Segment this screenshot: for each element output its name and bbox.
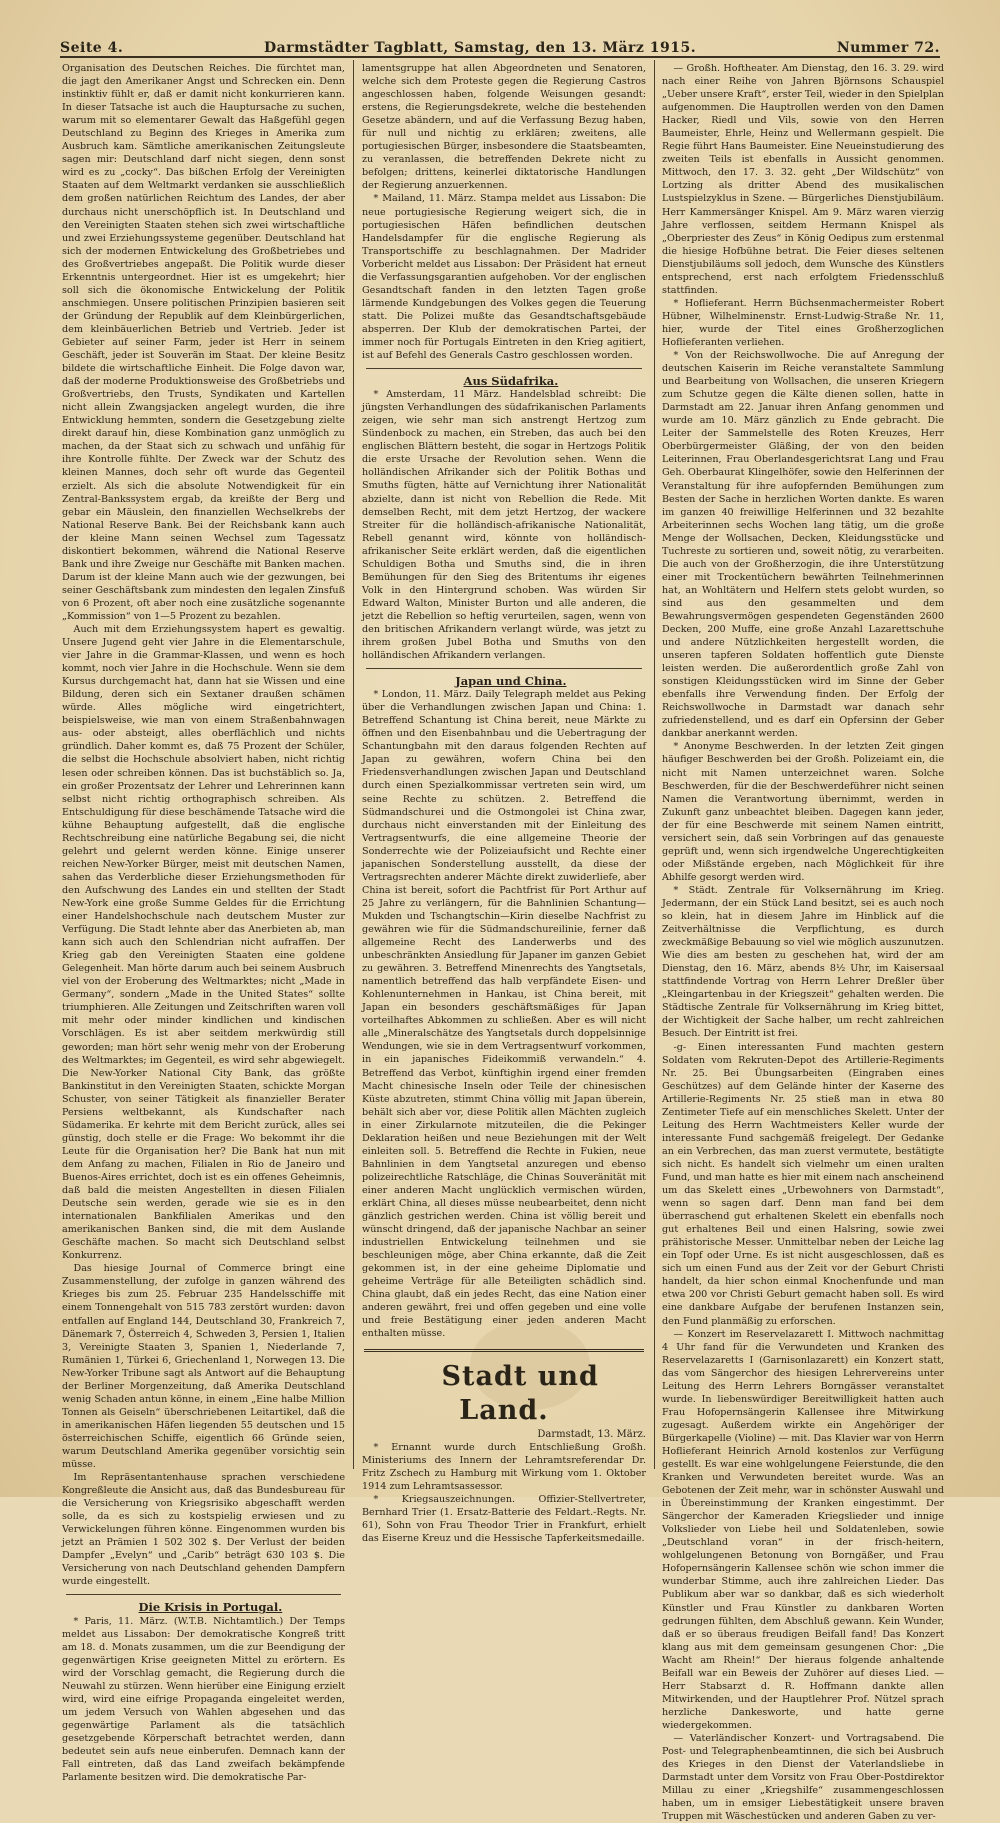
article-text: * Städt. Zentrale für Volksernährung im Krieg. Jedermann, der ein Stück Land besitzt, sei es auch noch so klein, hat in diesem Jahre im Hinblick auf die Zeitverhältnisse die Verpflichtung, es durch zweckmäßige Bebauung so viel wie möglich auszunutzen. Wie dies am besten zu geschehen hat, wird der am Dienstag, den 16. März, abends 8½ Uhr, im Kaisersaal stattfindende Vortrag von Herrn Lehrer Dreßler über „Kleingartenbau in der Kriegszeit“ gehalten werden. Die Städtische Zentrale für Volksernährung im Krieg bittet, der Wichtigkeit der Sache halber, um recht zahlreichen Besuch. Der Eintritt ist frei. bbox=[662, 884, 944, 1040]
article-text: — Großh. Hoftheater. Am Dienstag, den 16. 3. 29. wird nach einer Reihe von Jahren Björnsons Schauspiel „Ueber unsere Kraft“, erster Teil, wieder in den Spielplan aufgenommen. Die Hauptrollen werden von den Damen Hacker, Riedl und Vils, sowie von den Herren Baumeister, Ehrle, Heinz und Wellermann gespielt. Die Regie führt Hans Baumeister. Eine Neueinstudierung des zweiten Teils ist ebenfalls in Aussicht genommen. Mittwoch, den 17. 3. 32. geht „Der Wildschütz“ von Lortzing als dritter Abend des musikalischen Lustspielzyklus in Szene. — Bürgerliches Dienstjubiläum. Herr Kammersänger Knispel. Am 9. März waren vierzig Jahre verflossen, seitdem Hermann Knispel als „Oberpriester des Zeus“ in König Oedipus zum erstenmal die hiesige Hofbühne betrat. Die Feier dieses seltenen Dienstjubiläums soll jedoch, dem Wunsche des Künstlers entsprechend, erst nach erfolgtem Friedensschluß stattfinden. bbox=[662, 63, 944, 296]
article-text: Organisation des Deutschen Reiches. Die fürchtet man, die jagt den Amerikaner Angst und Schrecken ein. Denn instinktiv fühlt er, daß er damit nicht konkurrieren kann. In dieser Tatsache ist auch die Hauptursache zu suchen, warum mit so elementarer Gewalt das Haßgefühl gegen Deutschland zu Beginn des Krieges in Amerika zum Ausbruch kam. Sämtliche amerikanischen Zeitungsleute sagen mir: Deutschland darf nicht siegen, denn sonst wird es zu „cocky“. Das bißchen Erfolg der Vereinigten Staaten auf dem Weltmarkt verdanken sie ausschließlich dem großen natürlichen Reichtum des Landes, der aber durchaus nicht unerschöpflich ist. In Deutschland und den Vereinigten Staaten stehen sich zwei wirtschaftliche und zwei Erziehungssysteme gegenüber. Deutschland hat sich der modernen Entwickelung des Großbetriebes und des Großvertriebes angepaßt. Die Politik wurde dieser Erkenntnis untergeordnet. Hier ist es umgekehrt; hier soll sich die ökonomische Entwickelung der Politik anschmiegen. Unsere politischen Prinzipien basieren seit der Gründung der Republik auf dem Kleinbürgerlichen, dem kleinbäuerlichen Betrieb und Vertrieb. Jeder ist Gebieter auf seiner Farm, jeder ist Herr in seinem Geschäft, jeder ist Souverän im Staat. Der kleine Besitz bildete die wirtschaftliche Einheit. Die Folge davon war, daß der moderne Produktionsweise des Großbetriebs und Großvertriebs, den Trusts, Syndikaten und Kartellen nicht allein Zwangsjacken angelegt wurden, die ihre Entwicklung hemmten, sondern die Gesetzgebung zielte direkt darauf hin, diese Kombination ganz unmöglich zu machen, da der Staat sich zu schwach und unfähig für ihre Kontrolle fühlte. Der Zweck war der Schutz des kleinen Mannes, doch sehr oft wurde das Gegenteil erzielt. Als sich die absolute Notwendigkeit für ein Zentral-Bankssystem ergab, da kreißte der Berg und gebar ein Mäuslein, den finanziellen Wechselkrebs der National Reserve Bank. Bei der Reichsbank kann auch der kleine Mann seinen Wechsel zum Tagessatz diskontiert bekommen, während die National Reserve Bank und ihre Zweige nur Geschäfte mit Banken machen. Darum ist der kleine Mann auch wie der gezwungen, bei seiner Geschäftsbank zum mindesten den legalen Zinsfuß von 6 Prozent, oft aber noch eine zusätzliche sogenannte „Kommission“ von 1—5 Prozent zu bezahlen. bbox=[62, 63, 345, 622]
section-divider bbox=[66, 1594, 341, 1595]
column-2 bbox=[362, 62, 646, 1544]
section-heading: Die Krisis in Portugal. bbox=[138, 1600, 283, 1615]
page-header bbox=[60, 30, 940, 58]
section-divider bbox=[366, 368, 642, 369]
article-text: * Von der Reichswollwoche. Die auf Anregung der deutschen Kaiserin im Reiche veranstaltete Sammlung und Bearbeitung von Wollsachen, die unseren Kriegern zum Schutze gegen die Kälte dienen sollen, hatte in Darmstadt am 22. Januar ihren Anfang genommen und wurde am 10. März gänzlich zu Ende gebracht. Die Leiter der Sammelstelle des Roten Kreuzes, Herr Oberbürgermeister Gläßing, der von den beiden Leiterinnen, Frau Oberlandesgerichtsrat Lang und Frau Geh. Oberbaurat Klingelhöfer, sowie den Helferinnen der Veranstaltung für ihre aufopfernden Bemühungen zum Besten der Sache in herzlichen Worten dankte. Es waren im ganzen 40 freiwillige Helferinnen und 32 bezahlte Arbeiterinnen sechs Wochen lang tätig, um die große Menge der Wollsachen, Decken, Kleidungsstücke und Tuchreste zu sortieren und, soweit nötig, zu verarbeiten. Die auch von der Großherzogin, die ihre Unterstützung einer mit Trockentüchern bewährten Teilnehmerinnen hat, an Wohltätern und Helfern stets gelobt wurden, so sind aus den gesammelten und dem Bewahrungsvermögen gespendeten Gegenständen 2600 Decken, 200 Muffe, eine große Anzahl Lazarettschuhe und andere Nützlichkeiten hergestellt worden, die unseren tapferen Soldaten hoffentlich gute Dienste leisten werden. Die außerordentlich große Zahl von sonstigen Kleidungsstücken wird im Sinne der Geber ebenfalls ihre Verwendung finden. Der Erfolg der Reichswollwoche in Darmstadt war danach sehr zufriedenstellend, und es darf ein Opfersinn der Geber dankbar anerkannt werden. bbox=[662, 350, 944, 740]
section-divider bbox=[366, 668, 642, 669]
article-text: Auch mit dem Erziehungssystem hapert es gewaltig. Unsere Jugend geht vier Jahre in die Elementarschule, vier Jahre in die Grammar-Klassen, und wenn es hoch kommt, noch vier Jahre in die Hochschule. Wenn sie dem Kursus durchgemacht hat, dann hat sie Wissen und eine Bildung, deren sich ein Sextaner draußen schämen würde. Alles mögliche wird eingetrichtert, beispielsweise, wie man von einem Straßenbahnwagen aus- oder absteigt, alles oberflächlich und nichts gründlich. Daher kommt es, daß 75 Prozent der Schüler, die selbst die Hochschule absolviert haben, nicht richtig lesen oder schreiben können. Das ist buchstäblich so. Ja, ein großer Prozentsatz der Lehrer und Lehrerinnen kann selbst nicht richtig orthographisch schreiben. Als Entschuldigung für diese beschämende Tatsache wird die kühne Behauptung aufgestellt, daß die englische Rechtschreibung eine natürliche Begabung sei, die nicht gelehrt und gelernt werden könne. Einige unserer reichen New-Yorker Bürger, meist mit deutschen Namen, sahen das Verderbliche dieser Erziehungsmethoden für den Aufschwung des Landes ein und stellten der Stadt New-York eine große Summe Geldes für die Errichtung einer Handelshochschule nach deutschem Muster zur Verfügung. Die Stadt lehnte aber das Anerbieten ab, man kann sich auch den Schlendrian nicht aufraffen. Der Krieg gab den Vereinigten Staaten eine goldene Gelegenheit. Man hörte darum auch bei seinem Ausbruch viel von der Eroberung des Weltmarktes; nicht „Made in Germany“, sondern „Made in the United States“ sollte triumphieren. Alle Zeitungen und Zeitschriften waren voll mit mehr oder minder kindlichen und kindischen Vorschlägen. Es ist aber seitdem merkwürdig still geworden; man hört sehr wenig mehr von der Eroberung des Weltmarktes; im Gegenteil, es wird sehr abgewiegelt. Die New-Yorker National City Bank, das größte Bankinstitut in den Vereinigten Staaten, schickte Morgan Schuster, von seiner Tätigkeit als finanzieller Berater Persiens weltbekannt, als Kundschafter nach Südamerika. Er kehrte mit dem Bericht zurück, alles sei günstig, doch stelle er die Frage: Wo bekommt ihr die Leute für die Organisation her? Die Bank hat nun mit dem Anfang zu machen, Filialen in Rio de Janeiro und Buenos-Aires errichtet, doch ist es ein offenes Geheimnis, daß bald die meisten Angestellten in diesen Filialen Deutsche sein werden, gerade wie sie es in den internationalen Bankfilialen Amerikas und den amerikanischen Banken sind, die mit dem Auslande Geschäfte machen. So macht sich Deutschland selbst Konkurrenz. bbox=[62, 624, 345, 1262]
article-text: * Kriegsauszeichnungen. Offizier-Stellvertreter, Bernhard Trier (1. Ersatz-Batterie des Feldart.-Regts. Nr. 61), Sohn von Frau Theodor Trier in Frankfurt, erhielt das Eiserne Kreuz und die Hessische Tapferkeitsmedaille. bbox=[362, 1493, 646, 1544]
section-heading: Aus Südafrika. bbox=[463, 374, 559, 389]
column-rule bbox=[353, 60, 354, 1469]
article-text: * Mailand, 11. März. Stampa meldet aus Lissabon: Die neue portugiesische Regierung weigert sich, die in portugiesischen Häfen befindlichen deutschen Handelsdampfer für die englische Regierung als Transportschiffe zu beschlagnahmen. Der Madrider Vorbericht meldet aus Lissabon: Der Präsident hat erneut die Verfassungsgarantien aufgehoben. Vor der englischen Gesandtschaft fanden in den letzten Tagen große lärmende Kundgebungen des Volkes gegen die Teuerung statt. Die Polizei mußte das Gesandtschaftsgebäude absperren. Der Klub der demokratischen Partei, der immer noch für Portugals Eintreten in den Krieg agitiert, ist auf Befehl des Generals Castro geschlossen worden. bbox=[362, 193, 646, 362]
article-text: lamentsgruppe hat allen Abgeordneten und Senatoren, welche sich dem Proteste gegen die Regierung Castros angeschlossen haben, folgende Weisungen gesandt: erstens, die Regierungsdekrete, welche die bestehenden Gesetze abändern, und auf die Verfassung Bezug haben, für null und nichtig zu erklären; zweitens, alle portugiesischen Bürger, insbesondere die Staatsbeamten, zu veranlassen, die betreffenden Dekrete nicht zu befolgen; drittens, keinerlei diktatorische Handlungen der Regierung anzuerkennen. bbox=[362, 63, 646, 192]
article-text: Das hiesige Journal of Commerce bringt eine Zusammenstellung, der zufolge in ganzen während des Krieges bis zum 25. Februar 235 Handelsschiffe mit einem Tonnengehalt von 515 783 zerstört wurden: davon entfallen auf England 144, Deutschland 30, Frankreich 7, Dänemark 7, Österreich 4, Schweden 3, Persien 1, Italien 3, Vereinigte Staaten 3, Spanien 1, Niederlande 7, Rumänien 1, Türkei 6, Griechenland 1, Norwegen 13. Die New-Yorker Tribune sagt als Antwort auf die Behauptung der Berliner Morgenzeitung, daß Amerika Deutschland wenig Schaden antun könne, in einem „Eine halbe Million Tonnen als Geiseln“ überschriebenen Leitartikel, daß die in amerikanischen Häfen liegenden 55 deutschen und 15 österreichischen Schiffe, eigentlich 66 Gründe seien, warum Deutschland Amerika gegenüber vorsichtig sein müsse. bbox=[62, 1263, 345, 1471]
article-text: — Vaterländischer Konzert- und Vortragsabend. Die Post- und Telegraphenbeamtinnen, die sich bei Ausbruch des Krieges in den Dienst der Vaterlandsliebe in Darmstadt unter dem Vorsitz von Frau Ober-Postdirektor Millau zu einer „Kriegshilfe“ zusammengeschlossen haben, um in emsiger Liebestätigkeit unsere braven Truppen mit Wäschestücken und anderen Gaben zu ver- bbox=[662, 1733, 944, 1823]
page-number: Seite 4. bbox=[60, 40, 124, 56]
section-divider bbox=[364, 1349, 644, 1352]
column-rule bbox=[654, 60, 655, 1469]
issue-number: Nummer 72. bbox=[836, 40, 940, 56]
masthead: Darmstädter Tagblatt, Samstag, den 13. März 1915. bbox=[264, 40, 697, 56]
article-text: * Anonyme Beschwerden. In der letzten Zeit gingen häufiger Beschwerden bei der Großh. Polizeiamt ein, die nicht mit Namen unterzeichnet waren. Solche Beschwerden, für die der Beschwerdeführer nicht seinen Namen die Verantwortung übernimmt, werden in Zukunft ganz unbeachtet bleiben. Dagegen kann jeder, der für eine Beschwerde mit seinem Namen eintritt, versichert sein, daß sein Vorbringen auf das genaueste geprüft und, wenn sich irgendwelche Ungerechtigkeiten oder Mißstände ergeben, nach Möglichkeit für ihre Abhilfe gesorgt werden wird. bbox=[662, 741, 944, 883]
article-text: * Paris, 11. März. (W.T.B. Nichtamtlich.) Der Temps meldet aus Lissabon: Der demokratische Kongreß tritt am 18. d. Monats zusammen, um die zur Beendigung der gegenwärtigen Krise geeigneten Mittel zu erörtern. Es wird der Vorschlag gemacht, die Regierung durch die Neuwahl zu stürzen. Wenn hierüber eine Einigung erzielt wird, wird eine eifrige Propaganda eingeleitet werden, um jedem Versuch von Wahlen abgesehen und das gegenwärtige Parlament als die tatsächlich gesetzgebende Körperschaft betrachtet werden, dann bedeutet sein aufs neue einberufen. Demnach kann der Fall eintreten, daß das Land zweifach bekämpfende Parlamente besitzen wird. Die demokratische Par- bbox=[62, 1615, 345, 1784]
column-1 bbox=[62, 62, 345, 1784]
article-text: * London, 11. März. Daily Telegraph meldet aus Peking über die Verhandlungen zwischen Japan und China: 1. Betreffend Schantung ist China bereit, neue Märkte zu öffnen und den Eisenbahnbau und die Uebertragung der Schantungbahn mit den daraus folgenden Rechten auf Japan zu gewähren, wofern China bei den Friedensverhandlungen zwischen Japan und Deutschland durch einen Spezialkommissar vertreten sein wird, um seine Rechte zu schützen. 2. Betreffend die Südmandschurei und die Ostmongolei ist China zwar, durchaus nicht einverstanden mit der Einleitung des Vertragsentwurfs, die eine allgemeine Theorie der Sonderrechte wie der Polizeiaufsicht und Rechte einer japanischen Sonderstellung ausstellt, da diese der Vertragsrechten anderer Mächte direkt zuwiderliefe, aber China ist bereit, sofort die Pachtfrist für Port Arthur auf 25 Jahre zu verlängern, für die Bahnlinien Schantung—Mukden und Tschangtschin—Kirin dieselbe Nachfrist zu gewähren wie für die Südmandschureilinie, ferner daß allgemeine Recht des Landerwerbs und des unbeschränkten Ansiedlung für Japaner im ganzen Gebiet zu gewähren. 3. Betreffend Minenrechts des Yangtsetals, namentlich betreffend das halb verpfändete Eisen- und Kohlenunternehmen in Hankau, ist China bereit, mit Japan ein besonders geschäftsmäßiges für Japan vorteilhaftes Abkommen zu schließen. Aber es will nicht alle „Mineralschätze des Yangtsetals durch doppelsinnige Wendungen, wie sie in dem Vertragsentwurf vorkommen, in ein japanisches Fideikommiß verwandeln.“ 4. Betreffend das Verbot, künftighin irgend einer fremden Macht chinesische Inseln oder Teile der chinesischen Küste abzutreten, stimmt China völlig mit Japan überein, behält sich aber vor, diese Politik allen Mächten zugleich in einer Zirkularnote mitzuteilen, die die Pekinger Deklaration heißen und neue Beziehungen mit der Welt einleiten soll. 5. Betreffend die Rechte in Fukien, neue Bahnlinien in dem Yangtsetal anzuregen und ebenso polizeirechtliche Ratschläge, die Chinas Souveränität mit einer anderen Macht unglücklich vermischen würden, erklärt China, all dieses müsse neubearbeitet, denn nicht gänzlich gestrichen werden. China ist völlig bereit und wünscht dringend, daß der japanische Nachbar an seiner industriellen Entwickelung teilnehmen und sie beschleunigen möge, aber China erkannte, daß die Zeit gekommen ist, in der eine geheime Diplomatie und geheime Verträge für alle Beteiligten schädlich sind. China glaubt, daß ein jedes Recht, das eine Nation einer anderen gewährt, frei und offen gegeben und eine volle und freie Bestätigung einer jeden anderen Macht enthalten müsse. bbox=[362, 689, 646, 1340]
section-heading: Japan und China. bbox=[455, 674, 567, 689]
article-text: * Amsterdam, 11 März. Handelsblad schreibt: Die jüngsten Verhandlungen des südafrikanischen Parlaments zeigen, wie sehr man sich anstrengt Hertzog zum Sündenbock zu machen, ein Streben, das auch bei den englischen Blättern besteht, die sogar in Hertzogs Politik die erste Ursache der Revolution sehen. Wenn die holländischen Afrikander sich der Politik Bothas und Smuths fügten, hätte auf Vernichtung ihrer Nationalität abzielte, dann ist nicht von Rebellion die Rede. Mit demselben Recht, mit dem jetzt Hertzog, der wackere Streiter für die holländisch-afrikanische Nationalität, Rebell genannt wird, könnte von holländisch-afrikanischer Seite erklärt werden, daß die eigentlichen Schuldigen Botha und Smuths sind, die in ihren Bemühungen für den Sieg des Britentums ihr eigenes Volk in den Hintergrund schoben. Was würden Sir Edward Walton, Minister Burton und alle anderen, die jetzt die Rebellion so heftig verurteilen, sagen, wenn von den britischen Afrikandern verlangt würde, was jetzt zu ihrem großen Jubel Botha und Smuths von den holländischen Afrikandern verlangen. bbox=[362, 389, 646, 662]
article-text: * Hoflieferant. Herrn Büchsenmachermeister Robert Hübner, Wilhelminenstr. Ernst-Ludwig-Straße Nr. 11, hier, wurde der Titel eines Großherzoglichen Hoflieferanten verliehen. bbox=[662, 297, 944, 348]
article-text: * Ernannt wurde durch Entschließung Großh. Ministeriums des Innern der Lehramtsreferendar Dr. Fritz Zschech zu Hamburg mit Wirkung vom 1. Oktober 1914 zum Lehramtsassessor. bbox=[362, 1441, 646, 1492]
article-text: -g- Einen interessanten Fund machten gestern Soldaten vom Rekruten-Depot des Artillerie-Regiments Nr. 25. Bei Übungsarbeiten (Eingraben eines Geschützes) auf dem Gelände hinter der Kaserne des Artillerie-Regiments Nr. 25 stieß man in etwa 80 Zentimeter Tiefe auf ein menschliches Skelett. Unter der Leitung des Herrn Wachtmeisters Keller wurde der interessante Fund sachgemäß freigelegt. Der Gedanke an ein Verbrechen, das man zuerst vermutete, bestätigte sich nicht. Es handelt sich vielmehr um einen uralten Fund, und man hatte es hier mit einem nach anscheinend um das Skelett eines „Urbewohners von Darmstadt“, wenn so sagen darf. Denn man fand bei dem überraschend gut erhaltenen Skelett ein ebenfalls noch gut erhaltenes Beil und einen Halsring, sowie zwei prähistorische Messer. Unmittelbar neben der Leiche lag ein Topf oder Urne. Es ist nicht ausgeschlossen, daß es sich um einen Fund aus der Zeit vor der Geburt Christi handelt, da hier schon einmal Knochenfunde und man etwa 200 vor Christi Geburt gemacht haben soll. Es wird eine dankbare Aufgabe der berufenen Instanzen sein, den Fund planmäßig zu erforschen. bbox=[662, 1041, 944, 1327]
article-text: Im Repräsentantenhause sprachen verschiedene Kongreßleute die Ansicht aus, daß das Bundesbureau für die Versicherung von Kriegsrisiko abgeschafft werden solle, da es sich zu kostspielig erwiesen und zu Verwickelungen führen könne. Eingenommen wurden bis jetzt an Prämien 1 502 302 $. Der Verlust der beiden Dampfer „Evelyn“ und „Carib“ beträgt 630 103 $. Die Versicherung von nach Deutschland gehenden Dampfern wurde eingestellt. bbox=[62, 1472, 345, 1588]
section-title: Stadt und Land. bbox=[441, 1360, 599, 1426]
dateline: Darmstadt, 13. März. bbox=[537, 1428, 646, 1440]
article-text: — Konzert im Reservelazarett I. Mittwoch nachmittag 4 Uhr fand für die Verwundeten und Kranken des Reservelazaretts I (Garnisonlazarett) ein Konzert statt, das vom Sängerchor des hiesigen Lehrervereins unter Leitung des Herrn Lehrers Borngässer veranstaltet wurde. In liebenswürdiger Bereitwilligkeit hatten auch Frau Hofopernsängerin Kallensee ihre Mitwirkung zugesagt. Außerdem wirkte ein Angehöriger der Bürgerkapelle (Violine) — mit. Das Klavier war von Herrn Hoflieferant Heinrich Arnold kostenlos zur Verfügung gestellt. Es war eine wohlgelungene Feierstunde, die den Kranken und Verwundeten bereitet wurde. Was an Gebotenen der Zeit mehr, war in schönster Auswahl und in Übereinstimmung der Kranken eingestimmt. Der Sängerchor der Kameraden Kriegslieder und innige Volkslieder von Liebe heil und Soldatenleben, sowie „Deutschland voran“ in der frisch-heitern, wohlgelungenen Betonung von Borngäßer, und Frau Hofopernsängerin Kallensee schön wie schon immer die wunderbar Stimme, auch ihre zahlreichen Lieder. Das Publikum aber war so dankbar, daß es sich wiederholt Künstler und Frau Künstler zu dankbaren Worten gedrungen fühlten, dem Abschluß gewann. Kein Wunder, daß er so überaus freudigen Beifall fand! Das Konzert klang aus mit dem gemeinsam gesungenen Chor: „Die Wacht am Rhein!“ Der hieraus folgende anhaltende Beifall war ein Beweis der Zuhörer auf dieses Lied. — Herr Stabsarzt d. R. Hoffmann dankte allen Mitwirkenden, und der Hauptlehrer Prof. Nützel sprach herzliche Dankesworte, und hatte gerne wiedergekommen. bbox=[662, 1328, 944, 1731]
column-3 bbox=[662, 62, 944, 1823]
